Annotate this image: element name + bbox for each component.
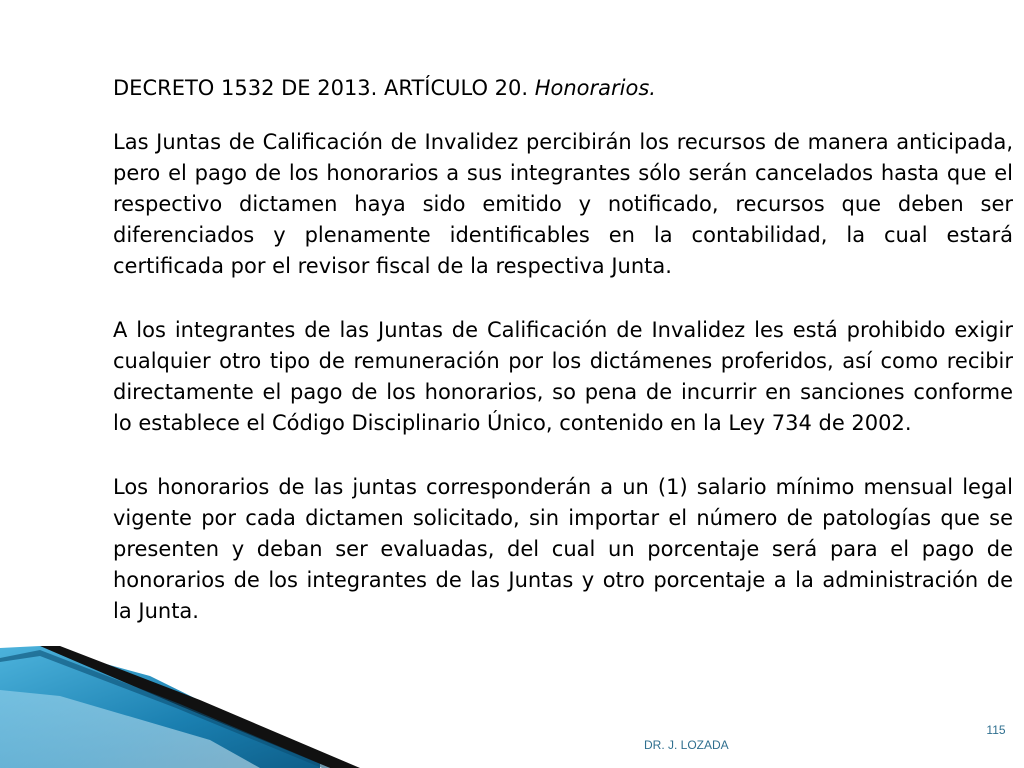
- title-main-text: DECRETO 1532 DE 2013. ARTÍCULO 20.: [113, 76, 535, 100]
- title-italic-text: Honorarios.: [534, 76, 656, 100]
- paragraph-1: Las Juntas de Calificación de Invalidez percibirán los recursos de manera anticipada, pero el pago de los honorarios a sus integrantes sólo serán cancelados hasta que el respectivo dictamen haya sido emitido y notificado, recursos que deben ser diferenciados y plenamente identificables en la contabilidad, la cual estará certificada por el revisor fiscal de la respectiva Junta.: [113, 130, 1013, 278]
- paragraph-3: Los honorarios de las juntas corresponderán a un (1) salario mínimo mensual legal vigente por cada dictamen solicitado, sin importar el número de patologías que se presenten y deban ser evaluadas, del cual un porcentaje será para el pago de honorarios de los integrantes de las Juntas y otro porcentaje a la administración de la Junta.: [113, 475, 1013, 623]
- paragraph-2: A los integrantes de las Juntas de Calificación de Invalidez les está prohibido exigir cualquier otro tipo de remuneración por los dictámenes proferidos, así como recibir directamente el pago de los honorarios, so pena de incurrir en sanciones conforme lo establece el Código Disciplinario Único, contenido en la Ley 734 de 2002.: [113, 318, 1013, 435]
- footer-author: DR. J. LOZADA: [644, 738, 729, 752]
- slide-content: [113, 72, 1013, 660]
- slide-title: [113, 72, 1013, 104]
- slide-number: 115: [986, 723, 1006, 737]
